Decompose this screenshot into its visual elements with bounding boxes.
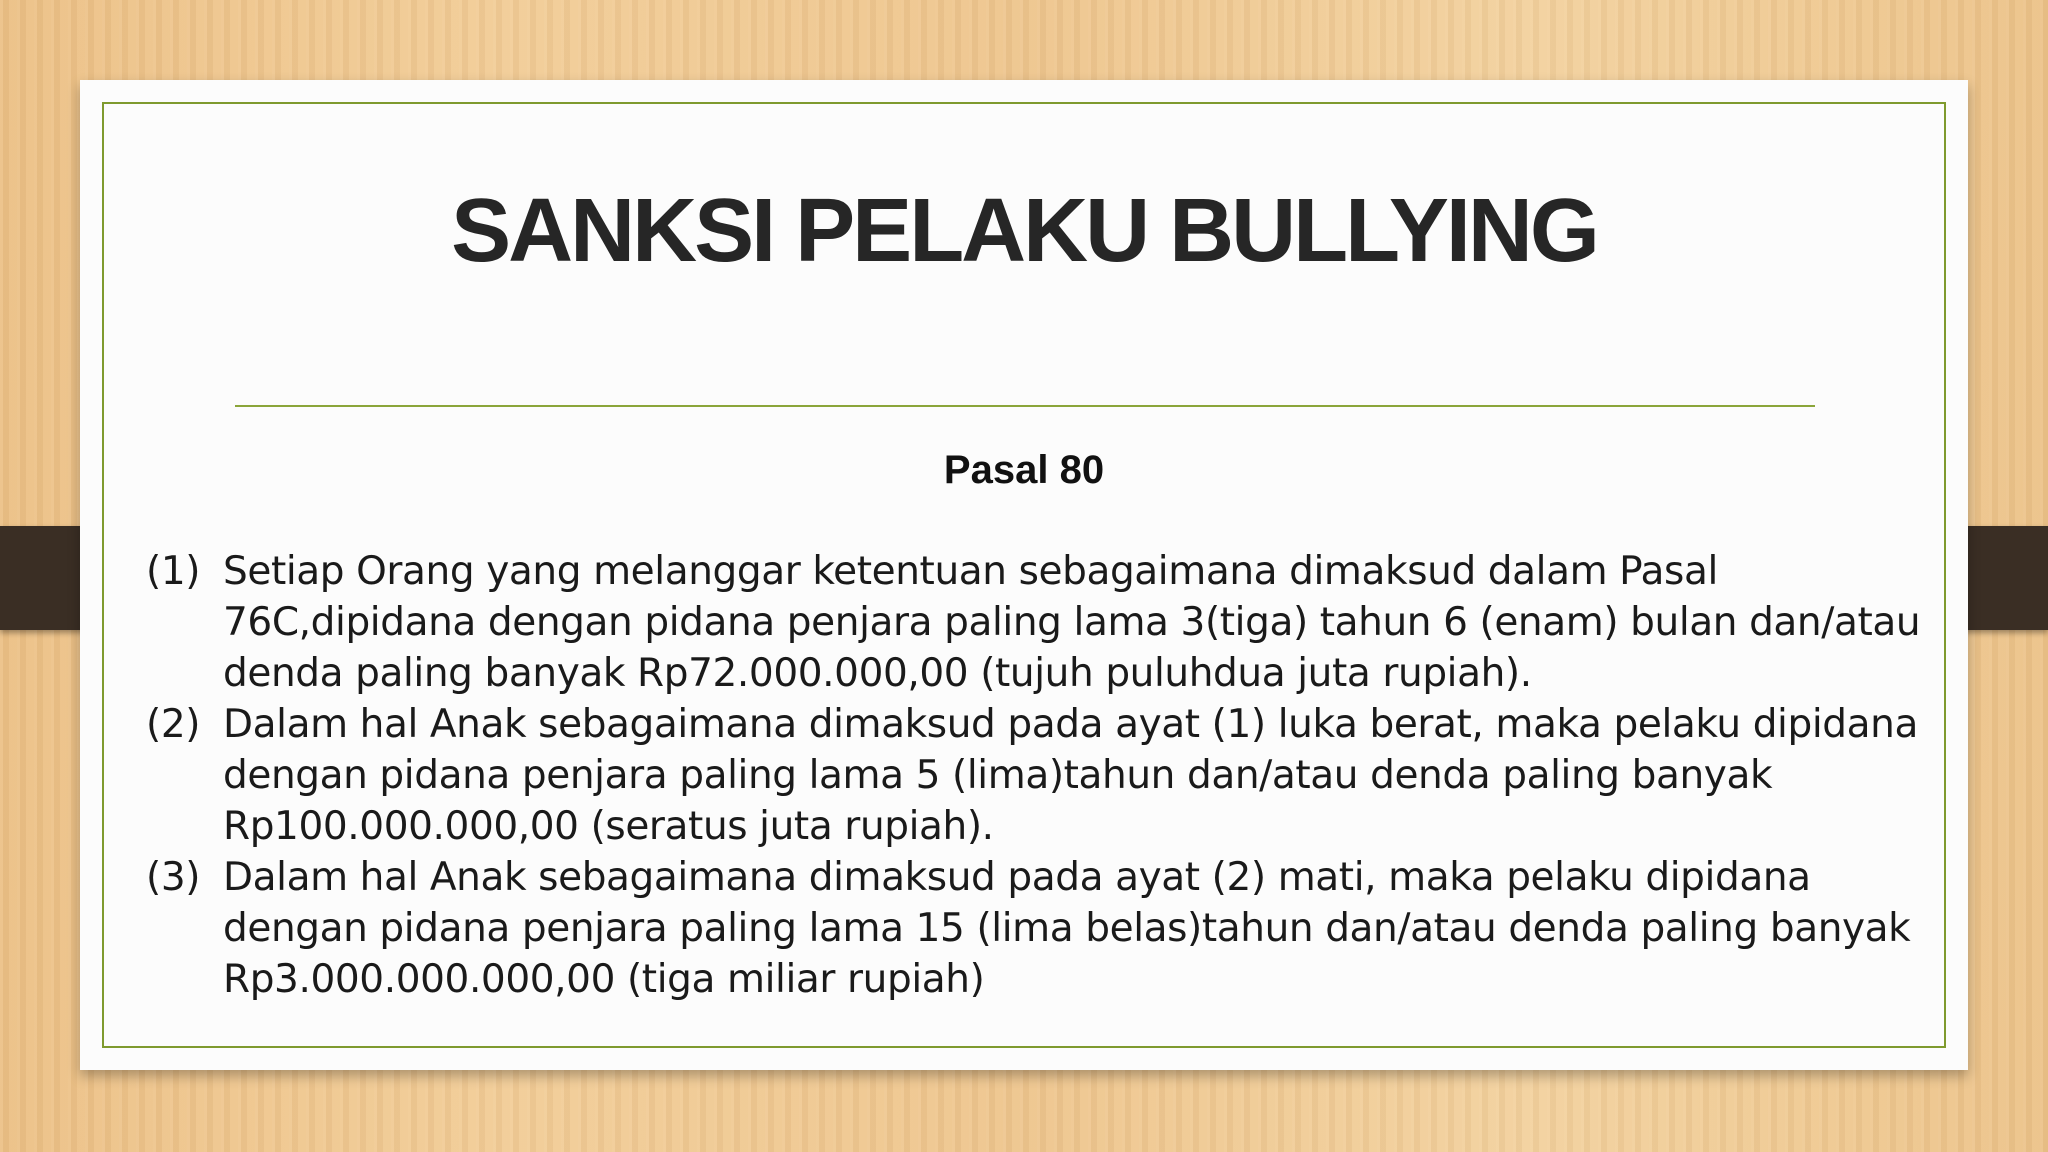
title-divider xyxy=(235,405,1815,407)
clause-text: Dalam hal Anak sebagaimana dimaksud pada ayat (1) luka berat, maka pelaku dipidana dengan pidana penjara paling lama 5 (lima)tahun dan/atau denda paling banyak Rp100.000.000,00 (seratus juta rupiah). xyxy=(223,702,1918,849)
clause-item xyxy=(146,546,1928,699)
clause-number: (1) xyxy=(146,549,201,594)
slide-title: SANKSI PELAKU BULLYING xyxy=(451,181,1597,281)
clause-list xyxy=(146,546,1928,1005)
pasal-heading: Pasal 80 xyxy=(943,448,1105,492)
clause-item xyxy=(146,852,1928,1005)
clause-number: (3) xyxy=(146,855,201,900)
clause-item xyxy=(146,699,1928,852)
clause-text: Dalam hal Anak sebagaimana dimaksud pada ayat (2) mati, maka pelaku dipidana dengan pidana penjara paling lama 15 (lima belas)tahun dan/atau denda paling banyak Rp3.000.000.000,00 (tiga miliar rupiah) xyxy=(223,855,1911,1002)
clause-number: (2) xyxy=(146,702,201,747)
clause-text: Setiap Orang yang melanggar ketentuan sebagaimana dimaksud dalam Pasal 76C,dipidana dengan pidana penjara paling lama 3(tiga) tahun 6 (enam) bulan dan/atau denda paling banyak Rp72.000.000,00 (tujuh puluhdua juta rupiah). xyxy=(223,549,1921,696)
slide-card xyxy=(80,80,1968,1070)
